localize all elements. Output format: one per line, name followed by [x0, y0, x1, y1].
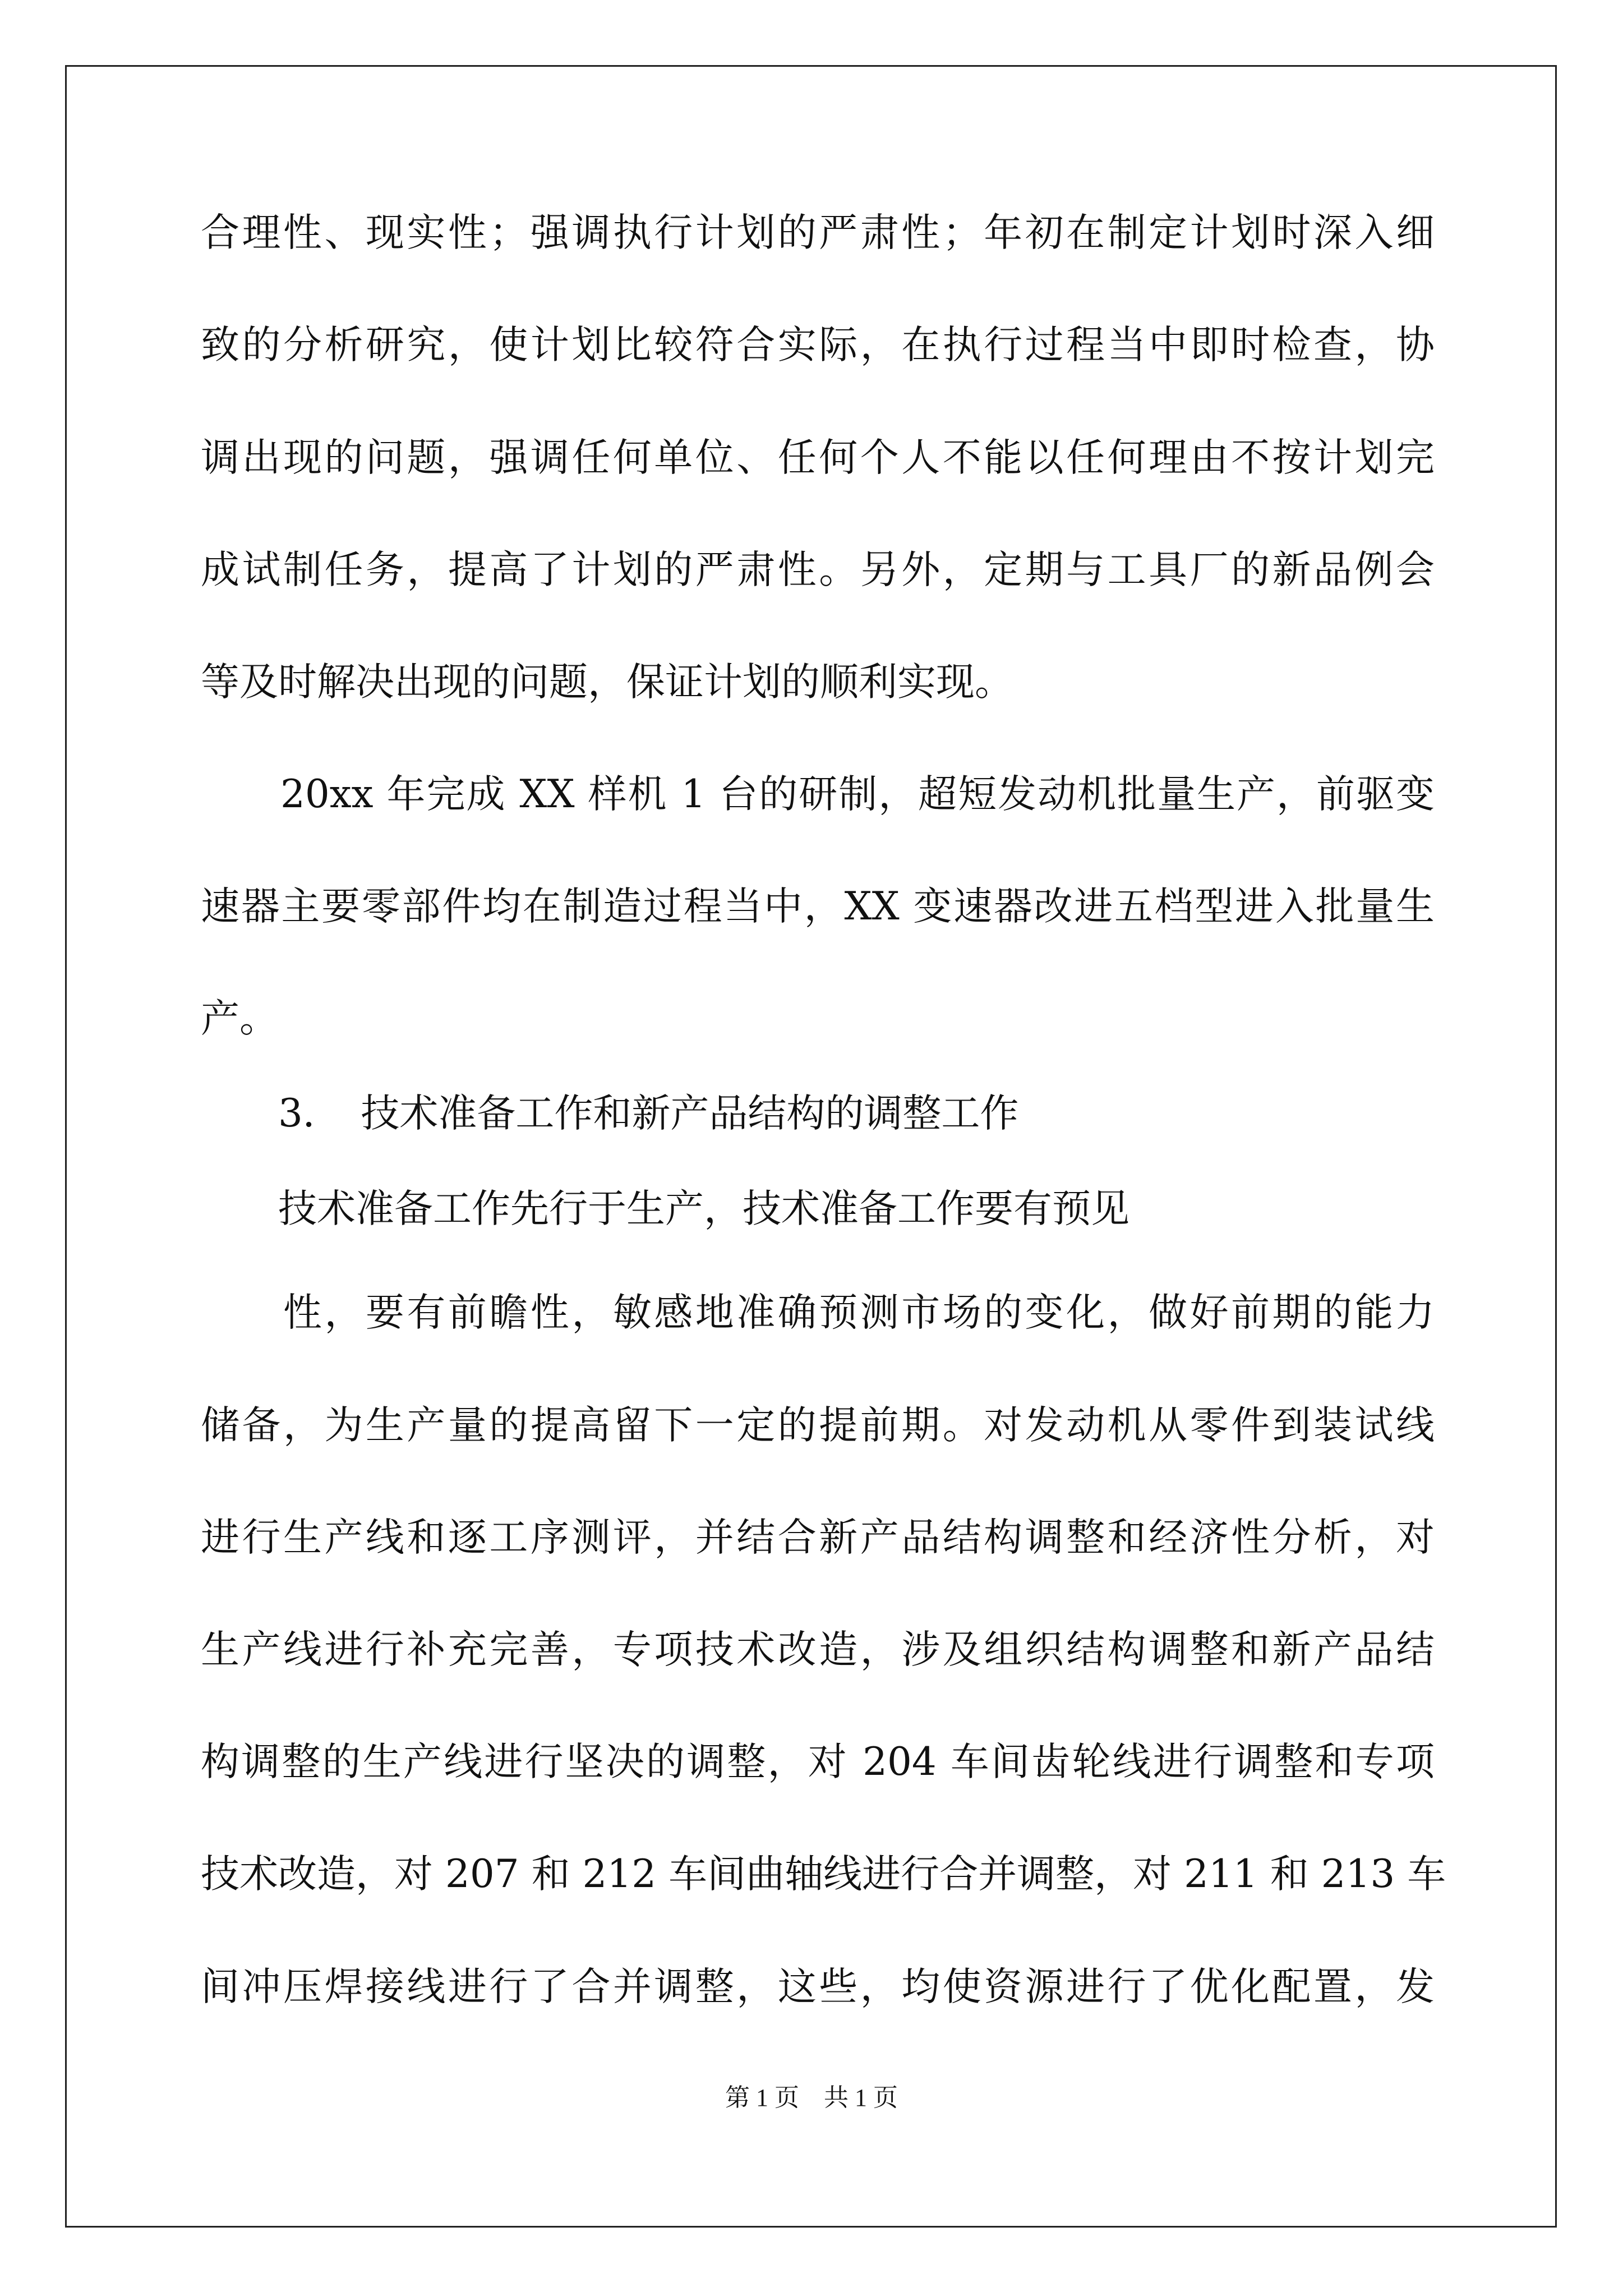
text-line-17: 间冲压焊接线进行了合并调整，这些，均使资源进行了优化配置，发 — [201, 1964, 1435, 2009]
text-line-13: 进行生产线和逐工序测评，并结合新产品结构调整和经济性分析，对 — [201, 1515, 1435, 1560]
text-line-12: 储备，为生产量的提高留下一定的提前期。对发动机从零件到装试线 — [201, 1403, 1435, 1448]
text-line-8: 产。 — [201, 996, 278, 1041]
text-line-10: 技术准备工作先行于生产，技术准备工作要有预见 — [201, 1186, 1129, 1231]
text-line-14: 生产线进行补充完善，专项技术改造，涉及组织结构调整和新产品结 — [201, 1627, 1435, 1672]
text-line-3: 调出现的问题，强调任何单位、任何个人不能以任何理由不按计划完 — [201, 435, 1435, 480]
page-border — [65, 65, 1557, 2228]
section-heading: 3． 技术准备工作和新产品结构的调整工作 — [201, 1091, 1019, 1136]
text-line-1: 合理性、现实性；强调执行计划的严肃性；年初在制定计划时深入细 — [201, 210, 1435, 255]
text-line-4: 成试制任务，提高了计划的严肃性。另外，定期与工具厂的新品例会 — [201, 547, 1435, 592]
text-line-6: 20xx 年完成 XX 样机 1 台的研制，超短发动机批量生产，前驱变 — [201, 772, 1435, 817]
text-line-2: 致的分析研究，使计划比较符合实际，在执行过程当中即时检查，协 — [201, 323, 1435, 367]
text-line-15: 构调整的生产线进行坚决的调整，对 204 车间齿轮线进行调整和专项 — [201, 1740, 1435, 1784]
page-footer: 第 1 页 共 1 页 — [725, 2084, 898, 2111]
text-line-16: 技术改造，对 207 和 212 车间曲轴线进行合并调整，对 211 和 213 车 — [201, 1852, 1446, 1897]
text-line-7: 速器主要零部件均在制造过程当中，XX 变速器改进五档型进入批量生 — [201, 884, 1435, 929]
text-line-5: 等及时解决出现的问题，保证计划的顺利实现。 — [201, 660, 1013, 705]
text-line-11: 性，要有前瞻性，敏感地准确预测市场的变化，做好前期的能力 — [201, 1290, 1435, 1335]
